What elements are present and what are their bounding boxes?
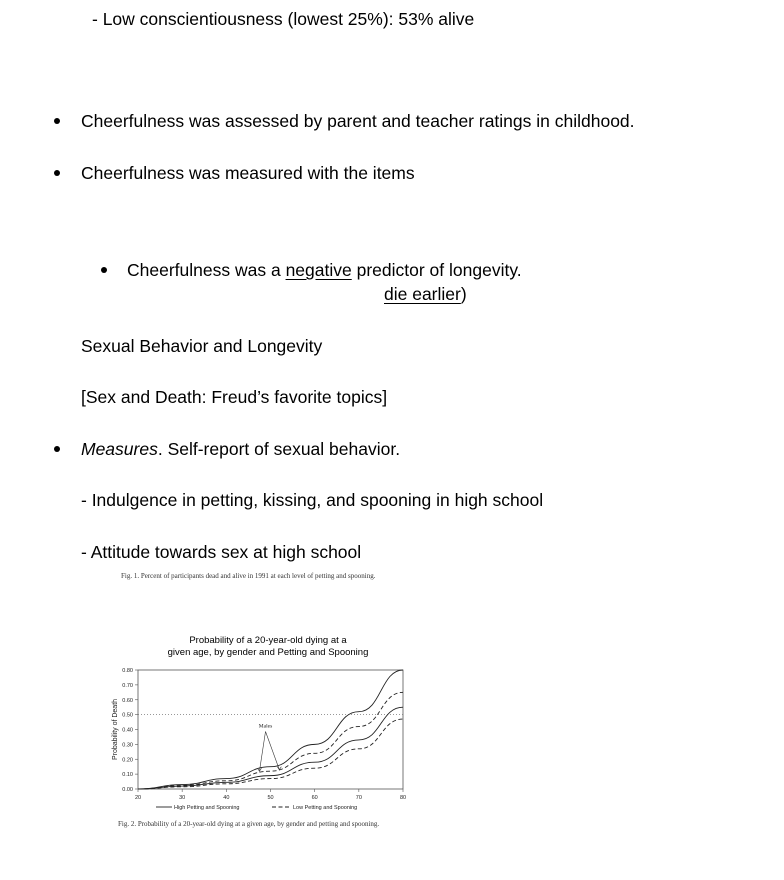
bullet-dot bbox=[54, 170, 60, 176]
y-tick-label: 0.60 bbox=[122, 697, 133, 704]
y-tick-label: 0.70 bbox=[122, 682, 133, 689]
bullet-dot bbox=[101, 267, 107, 273]
die-earlier-line bbox=[384, 283, 467, 305]
y-tick-label: 0.80 bbox=[122, 668, 133, 674]
indulgence-line: - Indulgence in petting, kissing, and spooning in high school bbox=[81, 490, 544, 510]
measures-line bbox=[81, 438, 400, 460]
measures-rest: . Self-report of sexual behavior. bbox=[157, 439, 401, 459]
series-line bbox=[138, 707, 403, 789]
probability-chart bbox=[88, 590, 424, 858]
y-axis-label: Probability of Death bbox=[112, 698, 119, 761]
bullet-dot bbox=[54, 446, 60, 452]
negative-suffix: predictor of longevity. bbox=[351, 260, 522, 280]
y-tick-label: 0.40 bbox=[122, 727, 133, 734]
cheerfulness-measured-line: Cheerfulness was measured with the items bbox=[81, 163, 415, 183]
y-tick-label: 0.30 bbox=[122, 742, 133, 749]
low-conscientiousness-line: - Low conscientiousness (lowest 25%): 53% alive bbox=[92, 9, 475, 29]
figure-image bbox=[88, 590, 424, 858]
fig1-caption: Fig. 1. Percent of participants dead and alive in 1991 at each level of petting and spooning. bbox=[121, 572, 376, 580]
y-tick-label: 0.10 bbox=[122, 772, 133, 779]
measures-label: Measures bbox=[81, 439, 158, 459]
series-line bbox=[138, 670, 403, 789]
y-tick-label: 0.00 bbox=[122, 787, 133, 793]
section-heading: Sexual Behavior and Longevity bbox=[81, 336, 323, 356]
legend-label: Low Petting and Spooning bbox=[293, 805, 358, 811]
x-tick-label: 50 bbox=[267, 795, 274, 801]
x-tick-label: 40 bbox=[223, 795, 230, 801]
annotation-label: Males bbox=[258, 723, 273, 730]
x-tick-label: 80 bbox=[399, 795, 407, 801]
series-line bbox=[138, 692, 403, 789]
die-earlier-text: die earlier bbox=[384, 284, 461, 304]
x-tick-label: 20 bbox=[134, 795, 142, 801]
chart-title-line2: given age, by gender and Petting and Spooning bbox=[167, 647, 369, 658]
fig2-caption: Fig. 2. Probability of a 20-year-old dying at a given age, by gender and petting and spooning. bbox=[118, 820, 380, 828]
y-tick-label: 0.50 bbox=[122, 712, 133, 719]
annotation-arrow bbox=[266, 732, 280, 770]
legend-label: High Petting and Spooning bbox=[174, 805, 240, 811]
negative-prefix: Cheerfulness was a bbox=[127, 260, 286, 280]
x-tick-label: 30 bbox=[179, 795, 186, 801]
x-tick-label: 70 bbox=[355, 795, 362, 801]
annotation-arrow bbox=[259, 732, 265, 772]
plot-frame bbox=[138, 670, 403, 789]
cheerfulness-negative-line bbox=[127, 259, 522, 281]
die-earlier-paren: ) bbox=[460, 284, 467, 304]
freud-note: [Sex and Death: Freud’s favorite topics] bbox=[81, 387, 388, 407]
x-tick-label: 60 bbox=[311, 795, 318, 801]
cheerfulness-assessed-line: Cheerfulness was assessed by parent and teacher ratings in childhood. bbox=[81, 111, 635, 131]
bullet-dot bbox=[54, 118, 60, 124]
chart-title-line1: Probability of a 20-year-old dying at a bbox=[189, 635, 347, 646]
negative-word: negative bbox=[285, 260, 352, 280]
series-line bbox=[138, 719, 403, 789]
attitude-line: - Attitude towards sex at high school bbox=[81, 542, 362, 562]
y-tick-label: 0.20 bbox=[122, 757, 133, 764]
